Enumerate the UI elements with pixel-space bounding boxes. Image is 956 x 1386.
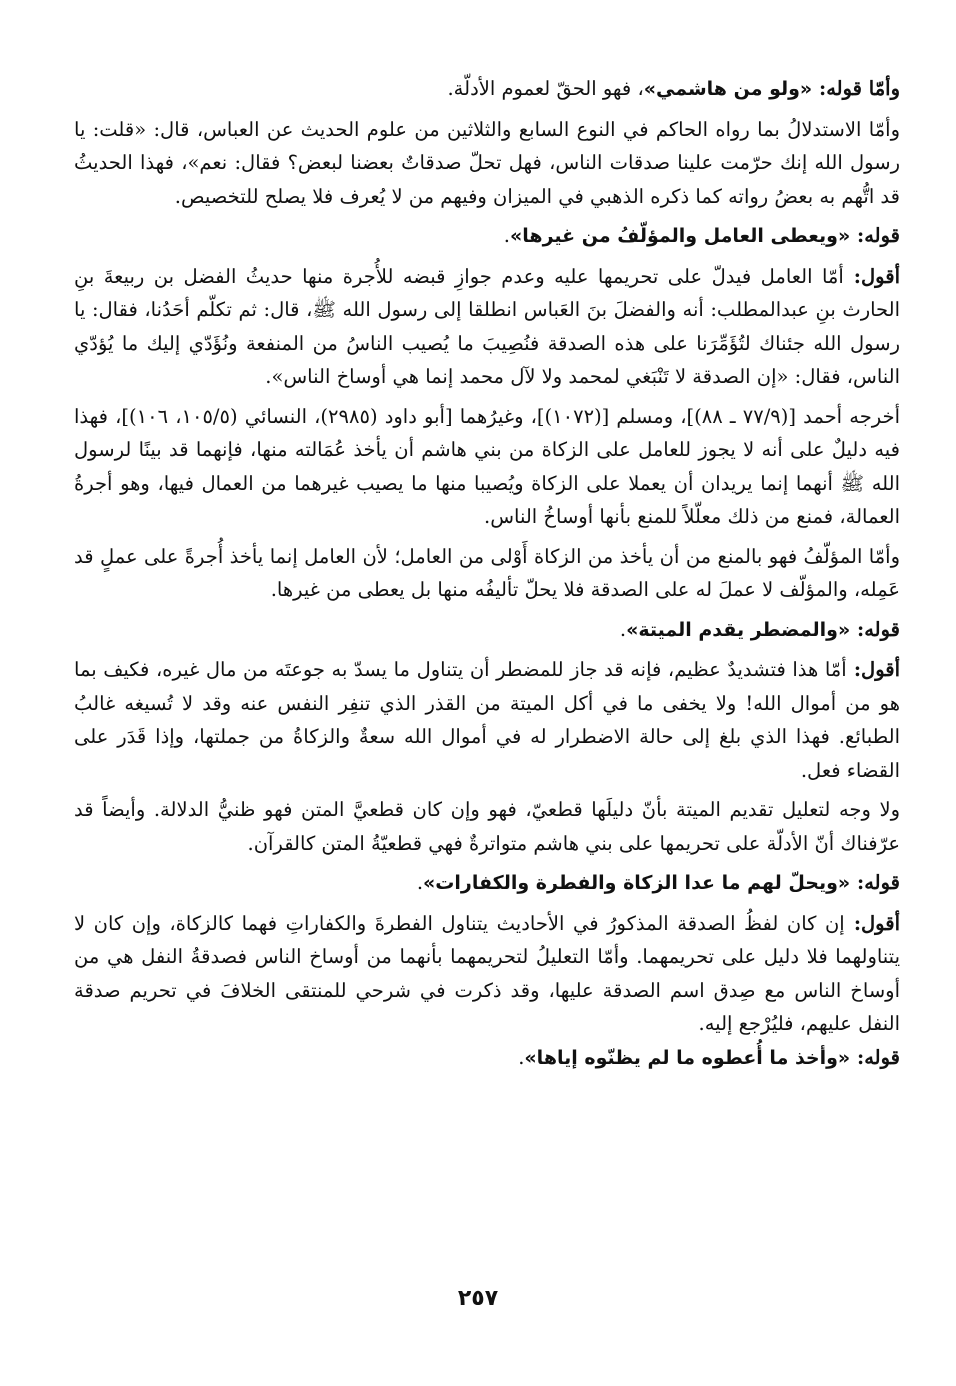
paragraph-9-text: ولا وجه لتعليل تقديم الميتة بأنّ دليلَها قطعيّ، فهو وإن كان قطعيَّ المتن فهو ظنيُّ الدلالة. وأيضاً قد عرّفناك أنّ الأدلّة على تحريمها على بني هاشم متواترةٌ فهي قطعيّةُ المتن كالقرآن. — [74, 798, 900, 855]
paragraph-10-quote: «ويحلّ لهم ما عدا الزكاة والفطرة والكفارات» — [423, 872, 851, 894]
paragraph-7-text: . — [619, 617, 627, 641]
paragraph-1-lead: وأمّا قوله: — [812, 77, 900, 100]
paragraph-4-lead: أقول: — [843, 264, 900, 288]
paragraph-5 — [74, 400, 900, 534]
paragraph-8-lead: أقول: — [846, 658, 901, 681]
paragraph-6-text: وأمّا المؤلّفُ فهو بالمنع من أن يأخذ من الزكاة أَوْلى من العامل؛ لأن العامل إنما يأخذ أُجرةً على عملٍ قد عَمِله، والمؤلّف لا عملَ له على الصدقة فلا يحلّ تأليفُه منها بل يعطى من غيرها. — [74, 544, 900, 601]
paragraph-8-text: أمّا هذا فتشديدٌ عظيم، فإنه قد جاز للمضطر أن يتناول ما يسدّ به جوعتَه من مال غيره، فكيف بما هو من أموال الله! ولا يخفى ما في أكل الميتة من القذر الذي تنفِر النفس عنه وقد لا تُسيغه غالبُ الطبائع. فهذا الذي بلغ إلى حالة الاضطرار له في أموال الله سعةٌ والزكاةُ من جملتها، وإذا قَدَر على القضاء فعل. — [74, 658, 900, 782]
paragraph-3 — [74, 219, 900, 254]
paragraph-1-text: ، فهو الحقّ لعموم الأدلّة. — [447, 77, 644, 100]
paragraph-8 — [74, 653, 900, 787]
paragraph-3-text: . — [503, 224, 510, 247]
paragraph-12-quote: «وأخذ ما أُعطوه ما لم يظنّوه إياها» — [524, 1046, 851, 1069]
paragraph-12-lead: قوله: — [850, 1045, 900, 1069]
paragraph-2 — [74, 113, 900, 214]
paragraph-3-lead: قوله: — [850, 224, 900, 247]
paragraph-9 — [74, 793, 900, 860]
paragraph-7-quote: «والمضطر يقدم الميتة» — [626, 618, 851, 641]
paragraph-12 — [74, 1041, 900, 1076]
paragraph-5-text: أخرجه أحمد [(٧٧/٩ ـ ٨٨)]، ومسلم [(١٠٧٢)]، وغيرُهما [أبو داود (٢٩٨٥)، النسائي (١٠٥/٥، ١٠٦)]، فهذا فيه دليلٌ على أنه لا يجوز للعامل على الزكاة من بني هاشم أن يأخذ عُمَالته منها، فإنهما قد بينًا لرسول الله ﷺ أنهما إنما يريدان أن يعملا على الزكاة ويُصيبا منها ما يصيب غيرهما من العمال فيها، وهو أجرةُ العمالة، فمنع من ذلك معلّلاً للمنع بأنها أوساخُ الناس. — [74, 404, 900, 528]
paragraph-11 — [74, 907, 900, 1041]
paragraph-4 — [74, 260, 900, 394]
paragraph-10-text: . — [416, 871, 424, 894]
paragraph-4-text: أمّا العامل فيدلّ على تحريمها عليه وعدم جوازِ قبضه للأُجرة منها حديثُ الفضل بن ربيعةَ بنِ الحارث بنِ عبدالمطلب: أنه والفضلَ بنَ العَباس انطلقا إلى رسول الله ﷺ، قال: ثم تكلّم أحَدُنا، فقال: يا رسول الله جئناك لتُؤَمِّرَنا على هذه الصدقة فنُصِيبَ ما يُصيب الناسُ من المنفعة ونُؤَدّي إليك ما يُؤدّي الناس، فقال: «إن الصدقة لا تَنْبَغي لمحمد ولا لآل محمد إنما هي أوساخ الناس». — [74, 264, 900, 388]
paragraph-12-text: . — [518, 1045, 525, 1069]
paragraph-10 — [74, 866, 900, 901]
paragraph-6 — [74, 540, 900, 607]
paragraph-11-lead: أقول: — [844, 911, 900, 935]
paragraph-10-lead: قوله: — [850, 871, 900, 894]
document-body — [74, 72, 900, 1075]
paragraph-7-lead: قوله: — [850, 617, 900, 641]
paragraph-7 — [74, 613, 900, 648]
paragraph-1-quote: «ولو من هاشمي» — [643, 78, 813, 100]
paragraph-11-text: إن كان لفظُ الصدقة المذكورُ في الأحاديث يتناول الفطرةَ والكفاراتِ فهما كالزكاة، وإن كان لا يتناولهما فلا دليل على تحريمهما. وأمّا التعليلُ لتحريمهما بأنهما من أوساخ الناس فصدقةُ النفل هي من أوساخ الناس مع صِدق اسم الصدقة عليها، وقد ذكرت في شرحي للمنتقى الخلافَ في تحريم صدقة النفل عليهم، فليُرْجع إليه. — [74, 911, 900, 1035]
paragraph-2-text: وأمّا الاستدلالُ بما رواه الحاكم في النوع السابع والثلاثين من علوم الحديث عن العباس، قال: «قلت: يا رسول الله إنك حرّمت علينا صدقات الناس، فهل تحلّ صدقاتٌ بعضنا لبعض؟ فقال: نعم»، فهذا الحديثُ قد اتُّهم به بعضُ رواته كما ذكره الذهبي في الميزان وفيهم من لا يُعرف فلا يصلح للتخصيص. — [74, 117, 900, 208]
page-number: ٢٥٧ — [457, 1286, 499, 1311]
paragraph-3-quote: «ويعطى العامل والمؤلّفُ من غيرها» — [509, 225, 851, 247]
paragraph-1 — [74, 72, 900, 107]
